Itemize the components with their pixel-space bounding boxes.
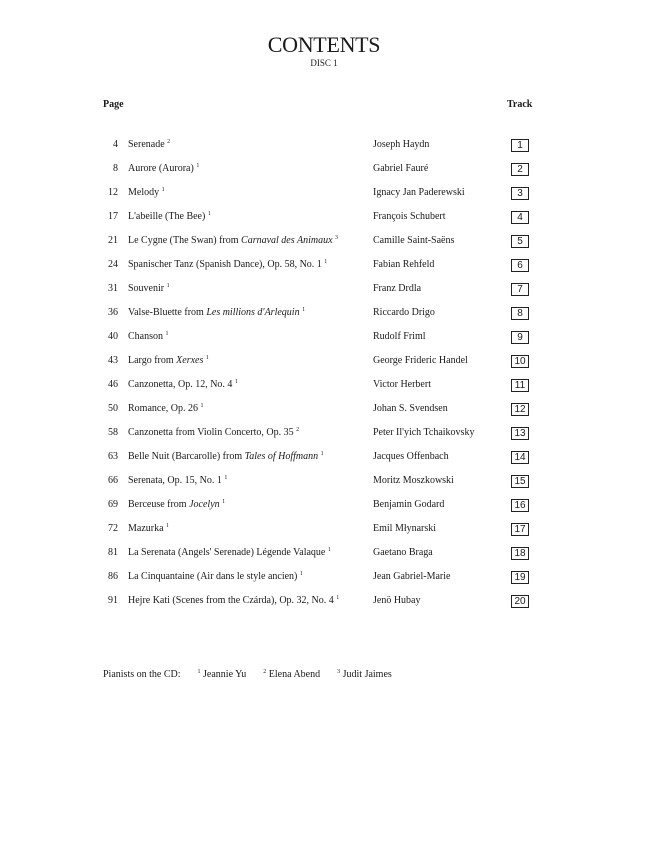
pianist-marker: 1 bbox=[320, 451, 324, 457]
entry-page-number: 24 bbox=[108, 259, 118, 270]
entry-track-number: 8 bbox=[511, 307, 529, 320]
pianist-marker: 2 bbox=[263, 669, 267, 675]
pianist-marker: 1 bbox=[166, 283, 170, 289]
entry-page-number: 72 bbox=[108, 523, 118, 534]
entry-page-number: 43 bbox=[108, 355, 118, 366]
entry-page-number: 4 bbox=[113, 139, 118, 150]
entry-title-text: Serenata, Op. 15, No. 1 bbox=[128, 475, 225, 486]
entry-composer: Fabian Rehfeld bbox=[373, 259, 435, 270]
pianist-name: Judit Jaimes bbox=[342, 669, 392, 680]
track-column-header: Track bbox=[507, 99, 533, 110]
pianist-marker: 1 bbox=[234, 379, 238, 385]
entry-composer: Gaetano Braga bbox=[373, 547, 433, 558]
contents-entry bbox=[0, 330, 648, 354]
entry-title-italic: Carnaval des Animaux bbox=[241, 235, 333, 246]
contents-entry bbox=[0, 282, 648, 306]
pianist-marker: 1 bbox=[166, 523, 170, 529]
entry-title-text: La Serenata (Angels' Serenade) Légende Valaque bbox=[128, 547, 328, 558]
pianist-marker: 1 bbox=[205, 355, 209, 361]
entry-title-text: Souvenir bbox=[128, 283, 167, 294]
entry-composer: Riccardo Drigo bbox=[373, 307, 435, 318]
pianist-marker: 1 bbox=[224, 475, 228, 481]
entry-composer: George Frideric Handel bbox=[373, 355, 468, 366]
entry-title bbox=[128, 282, 170, 296]
entry-track-number: 3 bbox=[511, 187, 529, 200]
entry-composer: François Schubert bbox=[373, 211, 446, 222]
entry-title bbox=[128, 522, 169, 536]
entry-composer: Jacques Offenbach bbox=[373, 451, 449, 462]
entry-title-text: Romance, Op. 26 bbox=[128, 403, 201, 414]
contents-entry bbox=[0, 210, 648, 234]
pianist-marker: 1 bbox=[197, 669, 201, 675]
entry-title-text: Serenade bbox=[128, 139, 168, 150]
entry-track-number: 1 bbox=[511, 139, 529, 152]
pianist-marker: 1 bbox=[327, 547, 331, 553]
contents-entry bbox=[0, 546, 648, 570]
entry-composer: Moritz Moszkowski bbox=[373, 475, 454, 486]
entry-track-number: 11 bbox=[511, 379, 529, 392]
contents-entry bbox=[0, 378, 648, 402]
page-title: CONTENTS bbox=[267, 32, 381, 57]
entry-track-number: 10 bbox=[511, 355, 529, 368]
entry-title bbox=[128, 210, 211, 224]
pianist-marker: 2 bbox=[296, 427, 300, 433]
pianist-marker: 1 bbox=[165, 331, 169, 337]
entry-title bbox=[128, 402, 204, 416]
contents-entry bbox=[0, 258, 648, 282]
page-column-header: Page bbox=[103, 99, 124, 110]
entry-title-text: Le Cygne (The Swan) from bbox=[128, 235, 242, 246]
entry-track-number: 15 bbox=[511, 475, 529, 488]
entry-title-text: Mazurka bbox=[128, 523, 167, 534]
pianist-marker: 2 bbox=[167, 139, 171, 145]
pianist-name: Jeannie Yu bbox=[203, 669, 247, 680]
contents-list bbox=[0, 138, 648, 618]
entry-composer: Camille Saint-Saëns bbox=[373, 235, 455, 246]
entry-track-number: 5 bbox=[511, 235, 529, 248]
entry-page-number: 63 bbox=[108, 451, 118, 462]
entry-title bbox=[128, 570, 303, 584]
entry-title bbox=[128, 378, 238, 392]
entry-composer: Peter Il'yich Tchaikovsky bbox=[373, 427, 475, 438]
entry-composer: Victor Herbert bbox=[373, 379, 431, 390]
entry-title bbox=[128, 474, 227, 488]
entry-composer: Jenö Hubay bbox=[373, 595, 421, 606]
entry-page-number: 91 bbox=[108, 595, 118, 606]
pianist-marker: 3 bbox=[337, 669, 341, 675]
entry-composer: Emil Młynarski bbox=[373, 523, 437, 534]
entry-page-number: 40 bbox=[108, 331, 118, 342]
entry-track-number: 16 bbox=[511, 499, 529, 512]
pianist-name: Elena Abend bbox=[268, 669, 321, 680]
entry-composer: Franz Drdla bbox=[373, 283, 422, 294]
entry-title-text: Hejre Kati (Scenes from the Czárda), Op. 32, No. 4 bbox=[128, 595, 337, 606]
contents-entry bbox=[0, 426, 648, 450]
entry-track-number: 20 bbox=[511, 595, 529, 608]
entry-title bbox=[128, 330, 169, 344]
pianists-label: Pianists on the CD: bbox=[103, 669, 181, 680]
entry-composer: Joseph Haydn bbox=[373, 139, 430, 150]
entry-track-number: 2 bbox=[511, 163, 529, 176]
entry-page-number: 86 bbox=[108, 571, 118, 582]
contents-entry bbox=[0, 474, 648, 498]
entry-page-number: 58 bbox=[108, 427, 118, 438]
entry-title-text: Spanischer Tanz (Spanish Dance), Op. 58, No. 1 bbox=[128, 259, 325, 270]
entry-title bbox=[128, 162, 199, 176]
contents-entry bbox=[0, 450, 648, 474]
entry-page-number: 31 bbox=[108, 283, 118, 294]
entry-track-number: 12 bbox=[511, 403, 529, 416]
entry-title-text: Melody bbox=[128, 187, 162, 198]
entry-page-number: 17 bbox=[108, 211, 118, 222]
entry-track-number: 6 bbox=[511, 259, 529, 272]
entry-page-number: 12 bbox=[108, 187, 118, 198]
entry-title bbox=[128, 546, 331, 560]
entry-title-text: Canzonetta from Violin Concerto, Op. 35 bbox=[128, 427, 297, 438]
contents-entry bbox=[0, 138, 648, 162]
entry-title-text: Chanson bbox=[128, 331, 166, 342]
entry-track-number: 13 bbox=[511, 427, 529, 440]
entry-composer: Gabriel Fauré bbox=[373, 163, 429, 174]
entry-page-number: 36 bbox=[108, 307, 118, 318]
entry-title-text: Valse-Bluette from bbox=[128, 307, 207, 318]
entry-page-number: 81 bbox=[108, 547, 118, 558]
disc-label: DISC 1 bbox=[310, 58, 338, 68]
entry-track-number: 7 bbox=[511, 283, 529, 296]
contents-entry bbox=[0, 402, 648, 426]
contents-entry bbox=[0, 594, 648, 618]
entry-composer: Jean Gabriel-Marie bbox=[373, 571, 451, 582]
entry-page-number: 21 bbox=[108, 235, 118, 246]
entry-track-number: 18 bbox=[511, 547, 529, 560]
entry-title-italic: Tales of Hoffmann bbox=[244, 451, 319, 462]
contents-entry bbox=[0, 570, 648, 594]
pianists-footnote bbox=[103, 668, 392, 682]
pianist-marker: 1 bbox=[161, 187, 165, 193]
entry-title bbox=[128, 234, 338, 248]
contents-entry bbox=[0, 162, 648, 186]
pianist-marker: 3 bbox=[335, 235, 339, 241]
entry-title bbox=[128, 258, 327, 272]
entry-title-italic: Jocelyn bbox=[189, 499, 220, 510]
entry-title bbox=[128, 594, 339, 608]
entry-composer: Benjamin Godard bbox=[373, 499, 445, 510]
entry-title bbox=[128, 450, 324, 464]
contents-entry bbox=[0, 498, 648, 522]
entry-track-number: 9 bbox=[511, 331, 529, 344]
entry-title bbox=[128, 498, 225, 512]
pianist-marker: 1 bbox=[302, 307, 306, 313]
pianist-marker: 1 bbox=[324, 259, 328, 265]
entry-page-number: 69 bbox=[108, 499, 118, 510]
entry-title-text: Belle Nuit (Barcarolle) from bbox=[128, 451, 245, 462]
entry-track-number: 4 bbox=[511, 211, 529, 224]
entry-title-text: Canzonetta, Op. 12, No. 4 bbox=[128, 379, 235, 390]
entry-composer: Rudolf Friml bbox=[373, 331, 426, 342]
pianist-marker: 1 bbox=[207, 211, 211, 217]
contents-entry bbox=[0, 522, 648, 546]
contents-entry bbox=[0, 186, 648, 210]
entry-title-italic: Xerxes bbox=[176, 355, 204, 366]
contents-entry bbox=[0, 234, 648, 258]
entry-composer: Ignacy Jan Paderewski bbox=[373, 187, 465, 198]
entry-title bbox=[128, 138, 170, 152]
contents-entry bbox=[0, 354, 648, 378]
pianist-marker: 1 bbox=[196, 163, 200, 169]
entry-page-number: 66 bbox=[108, 475, 118, 486]
entry-page-number: 8 bbox=[113, 163, 118, 174]
entry-title bbox=[128, 426, 299, 440]
contents-entry bbox=[0, 306, 648, 330]
entry-page-number: 46 bbox=[108, 379, 118, 390]
entry-title-text: La Cinquantaine (Air dans le style ancien) bbox=[128, 571, 300, 582]
pianist-marker: 1 bbox=[336, 595, 340, 601]
entry-title bbox=[128, 186, 165, 200]
entry-track-number: 19 bbox=[511, 571, 529, 584]
entry-page-number: 50 bbox=[108, 403, 118, 414]
entry-track-number: 17 bbox=[511, 523, 529, 536]
pianist-marker: 1 bbox=[222, 499, 226, 505]
pianist-marker: 1 bbox=[299, 571, 303, 577]
pianist-marker: 1 bbox=[200, 403, 204, 409]
entry-title-italic: Les millions d'Arlequin bbox=[206, 307, 300, 318]
entry-composer: Johan S. Svendsen bbox=[373, 403, 448, 414]
entry-title-text: Largo from bbox=[128, 355, 177, 366]
entry-title bbox=[128, 354, 209, 368]
entry-title-text: Aurore (Aurora) bbox=[128, 163, 197, 174]
entry-track-number: 14 bbox=[511, 451, 529, 464]
entry-title-text: Berceuse from bbox=[128, 499, 190, 510]
entry-title-text: L'abeille (The Bee) bbox=[128, 211, 208, 222]
entry-title bbox=[128, 306, 305, 320]
